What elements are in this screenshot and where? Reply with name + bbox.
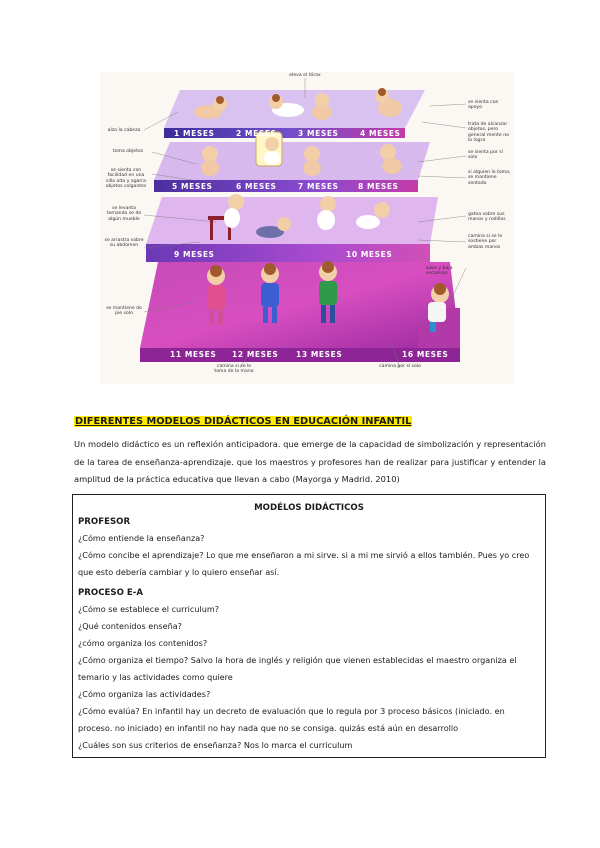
models-box: [72, 494, 546, 758]
milestone-note: se mantiene de pie solo: [106, 306, 142, 317]
question: ¿Cómo organiza el tiempo? Salvo la hora de inglés y religión que vienen establecidas el maestro organiza el temario y las actividades como quiere: [78, 655, 517, 682]
milestone-note: se sienta con facilidad en una silla alta y agarra objetos colgantes: [105, 168, 147, 190]
month-label: 1 MESES: [174, 129, 215, 138]
month-label: 7 MESES: [298, 182, 339, 191]
milestone-note: eleva el tórax: [289, 73, 321, 78]
question: ¿Cómo evalúa? En infantil hay un decreto de evaluación que lo regula por 3 proceso básicos (iniciado. en proceso. no iniciado) en infantil no hay nada que no se consiga. quizás está aún en desarrollo: [78, 706, 505, 733]
question: ¿Cómo se establece el curriculum?: [78, 604, 220, 614]
milestone-note: toma objetos: [112, 149, 144, 154]
milestone-note: gatea sobre sus manos y rodillas: [468, 212, 506, 223]
milestone-note: trata de alcanzar objetos, pero general mente no lo logra: [468, 122, 509, 144]
month-label: 8 MESES: [358, 182, 399, 191]
milestone-note: se levanta tomando se de algún mueble: [106, 206, 142, 222]
month-label: 9 MESES: [174, 250, 215, 259]
milestone-note: camina por sí solo: [379, 364, 421, 369]
infographic-background: [100, 72, 514, 384]
question: ¿Cómo organiza las actividades?: [78, 689, 211, 699]
milestone-note: camina si se le sostiene por ambas manos: [468, 234, 503, 250]
month-label: 6 MESES: [236, 182, 277, 191]
milestone-note: camina si se le toma de la mano: [214, 364, 254, 375]
month-label: 16 MESES: [402, 350, 449, 359]
month-label: 3 MESES: [298, 129, 339, 138]
month-label: 2 MESES: [236, 129, 277, 138]
milestone-note: alza la cabeza: [107, 128, 141, 133]
milestone-note: sube y baja escaleras: [426, 266, 453, 277]
month-label: 13 MESES: [296, 350, 343, 359]
month-label: 12 MESES: [232, 350, 279, 359]
milestone-note: se arrastra sobre su abdomen: [104, 238, 144, 249]
question: ¿Cómo concibe el aprendizaje? Lo que me enseñaron a mi sirve. si a mi me sirvió a ellos también. Pues yo creo que esto debería cambiar y lo quiero enseñar así.: [78, 550, 530, 577]
box-title: MODÉLOS DIDÁCTICOS: [254, 503, 364, 513]
month-label: 4 MESES: [360, 129, 401, 138]
question: ¿Cuáles son sus criterios de enseñanza? Nos lo marca el curriculum: [78, 740, 353, 750]
month-label: 10 MESES: [346, 250, 393, 259]
milestone-note: se sienta por sí solo: [468, 150, 503, 161]
question: ¿Qué contenidos enseña?: [78, 621, 182, 631]
intro-paragraph: Un modelo didáctico es un reflexión anticipadora. que emerge de la capacidad de simbolización y representación de la tarea de enseñanza-aprendizaje. que los maestros y profesores han de realizar para justificar y entender la amplitud de la práctica educativa que llevan a cabo (Mayorga y Madrid. 2010): [74, 439, 546, 484]
section-label-proceso: PROCESO E-A: [78, 588, 143, 598]
section-label-profesor: PROFESOR: [78, 517, 131, 527]
milestone-note: se sienta con apoyo: [468, 100, 499, 111]
section-heading: DIFERENTES MODELOS DIDÁCTICOS EN EDUCACIÓN INFANTIL: [75, 416, 412, 427]
question: ¿Cómo entiende la enseñanza?: [78, 533, 205, 543]
month-label: 11 MESES: [170, 350, 217, 359]
development-infographic: [100, 72, 514, 384]
milestone-note: si alguien lo toma, se mantiene sentado: [468, 170, 511, 186]
question: ¿cómo organiza los contenidos?: [78, 638, 208, 648]
month-label: 5 MESES: [172, 182, 213, 191]
